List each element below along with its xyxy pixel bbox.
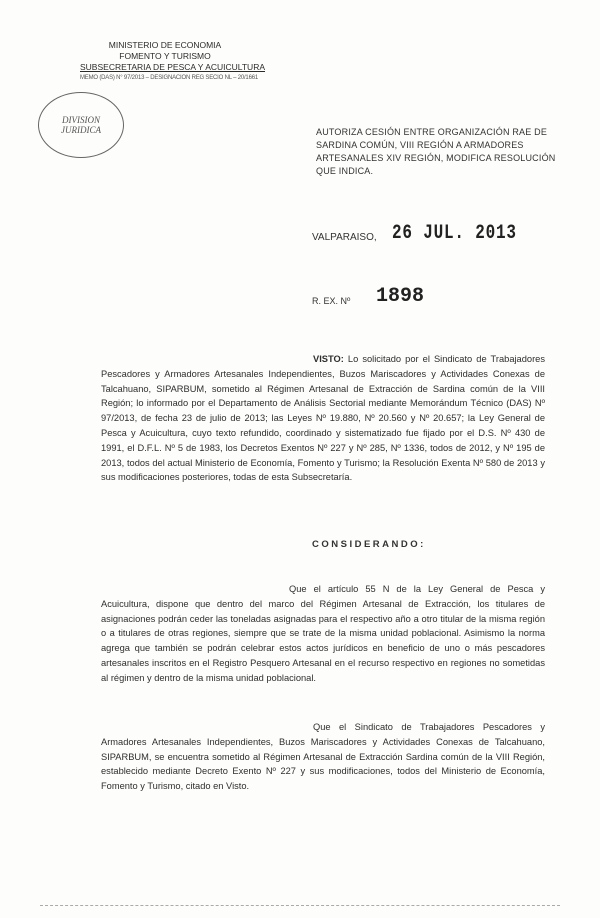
resolution-number: 1898 — [376, 285, 425, 308]
ministry-name: MINISTERIO DE ECONOMIA — [108, 40, 222, 50]
subsecretaria-name: SUBSECRETARIA DE PESCA Y ACUICULTURA — [80, 62, 266, 72]
visto-text: Lo solicitado por el Sindicato de Trabajadores Pescadores y Armadores Artesanales Independientes, Buzos Mariscadores y Actividades Conexas de Talcahuano, SIPARBUM, sometido al Régimen Artesanal de Extracción de Sardina común de la VIII Región; lo informado por el Departamento de Análisis Sectorial mediante Memorándum Técnico (DAS) Nº 97/2013, de fecha 23 de julio de 2013; las Leyes Nº 19.880, Nº 20.560 y Nº 20.657; la Ley General de Pesca y Acuicultura, cuyo texto refundido, coordinado y sistematizado fue fijado por el D.S. Nº 430 de 1991, el D.F.L. Nº 5 de 1983, los Decretos Exentos Nº 227 y Nº 285, Nº 1336, todos de 2012, y Nº 195 de 2013, todos del actual Ministerio de Economía, Fomento y Turismo; la Resolución Exenta Nº 580 de 2013 y sus modificaciones posteriores, todas de esta Subsecretaría. — [101, 354, 545, 483]
ministry-name-2: FOMENTO Y TURISMO — [119, 51, 211, 61]
resolution-number-label: R. EX. Nº — [312, 296, 351, 306]
considerando-paragraph-1: Que el artículo 55 N de la Ley General de Pesca y Acuicultura, dispone que dentro del marco del Régimen Artesanal de Extracción, los titulares de asignaciones podrán ceder las toneladas asignadas para el respectivo año a otro titular de la misma región o a titulares de otras regiones, siempre que se trate de la misma unidad poblacional. Asimismo la norma agrega que también se podrán celebrar estos actos jurídicos en beneficio de uno o más pescadores artesanales inscritos en el Registro Pesquero Artesanal en el recurso respectivo en regiones no sometidas al régimen y dentro de la misma unidad poblacional. — [101, 584, 545, 683]
memo-reference: MEMO (DAS) N° 97/2013 – DESIGNACION REG SECIO NL – 20/1661 — [80, 75, 258, 81]
stamp-line-1: DIVISION — [62, 115, 100, 125]
considerando-paragraph-2: Que el Sindicato de Trabajadores Pescadores y Armadores Artesanales Independientes, Buzos Mariscadores y Actividades Conexas de Talcahuano, SIPARBUM, se encuentra sometido al Régimen Artesanal de Extracción Sardina común de la VIII Región, establecido mediante Decreto Exento Nº 227 y sus modificaciones, todos del Ministerio de Economía, Fomento y Turismo, citado en Visto. — [101, 722, 545, 792]
date-stamp: 26 JUL. 2013 — [392, 222, 517, 245]
division-juridica-stamp — [38, 92, 124, 158]
stamp-line-2: JURIDICA — [61, 125, 101, 135]
place-label: VALPARAISO, — [312, 232, 377, 243]
resolution-title: AUTORIZA CESIÓN ENTRE ORGANIZACIÓN RAE DE SARDINA COMÚN, VIII REGIÓN A ARMADORES ARTESANALES XIV REGIÓN, MODIFICA RESOLUCIÓN QUE INDICA. — [316, 127, 556, 176]
visto-paragraph — [101, 352, 545, 485]
considerando-heading: CONSIDERANDO: — [312, 539, 426, 550]
letterhead — [80, 40, 266, 84]
bottom-divider — [40, 905, 560, 906]
visto-label: VISTO: — [313, 354, 344, 364]
